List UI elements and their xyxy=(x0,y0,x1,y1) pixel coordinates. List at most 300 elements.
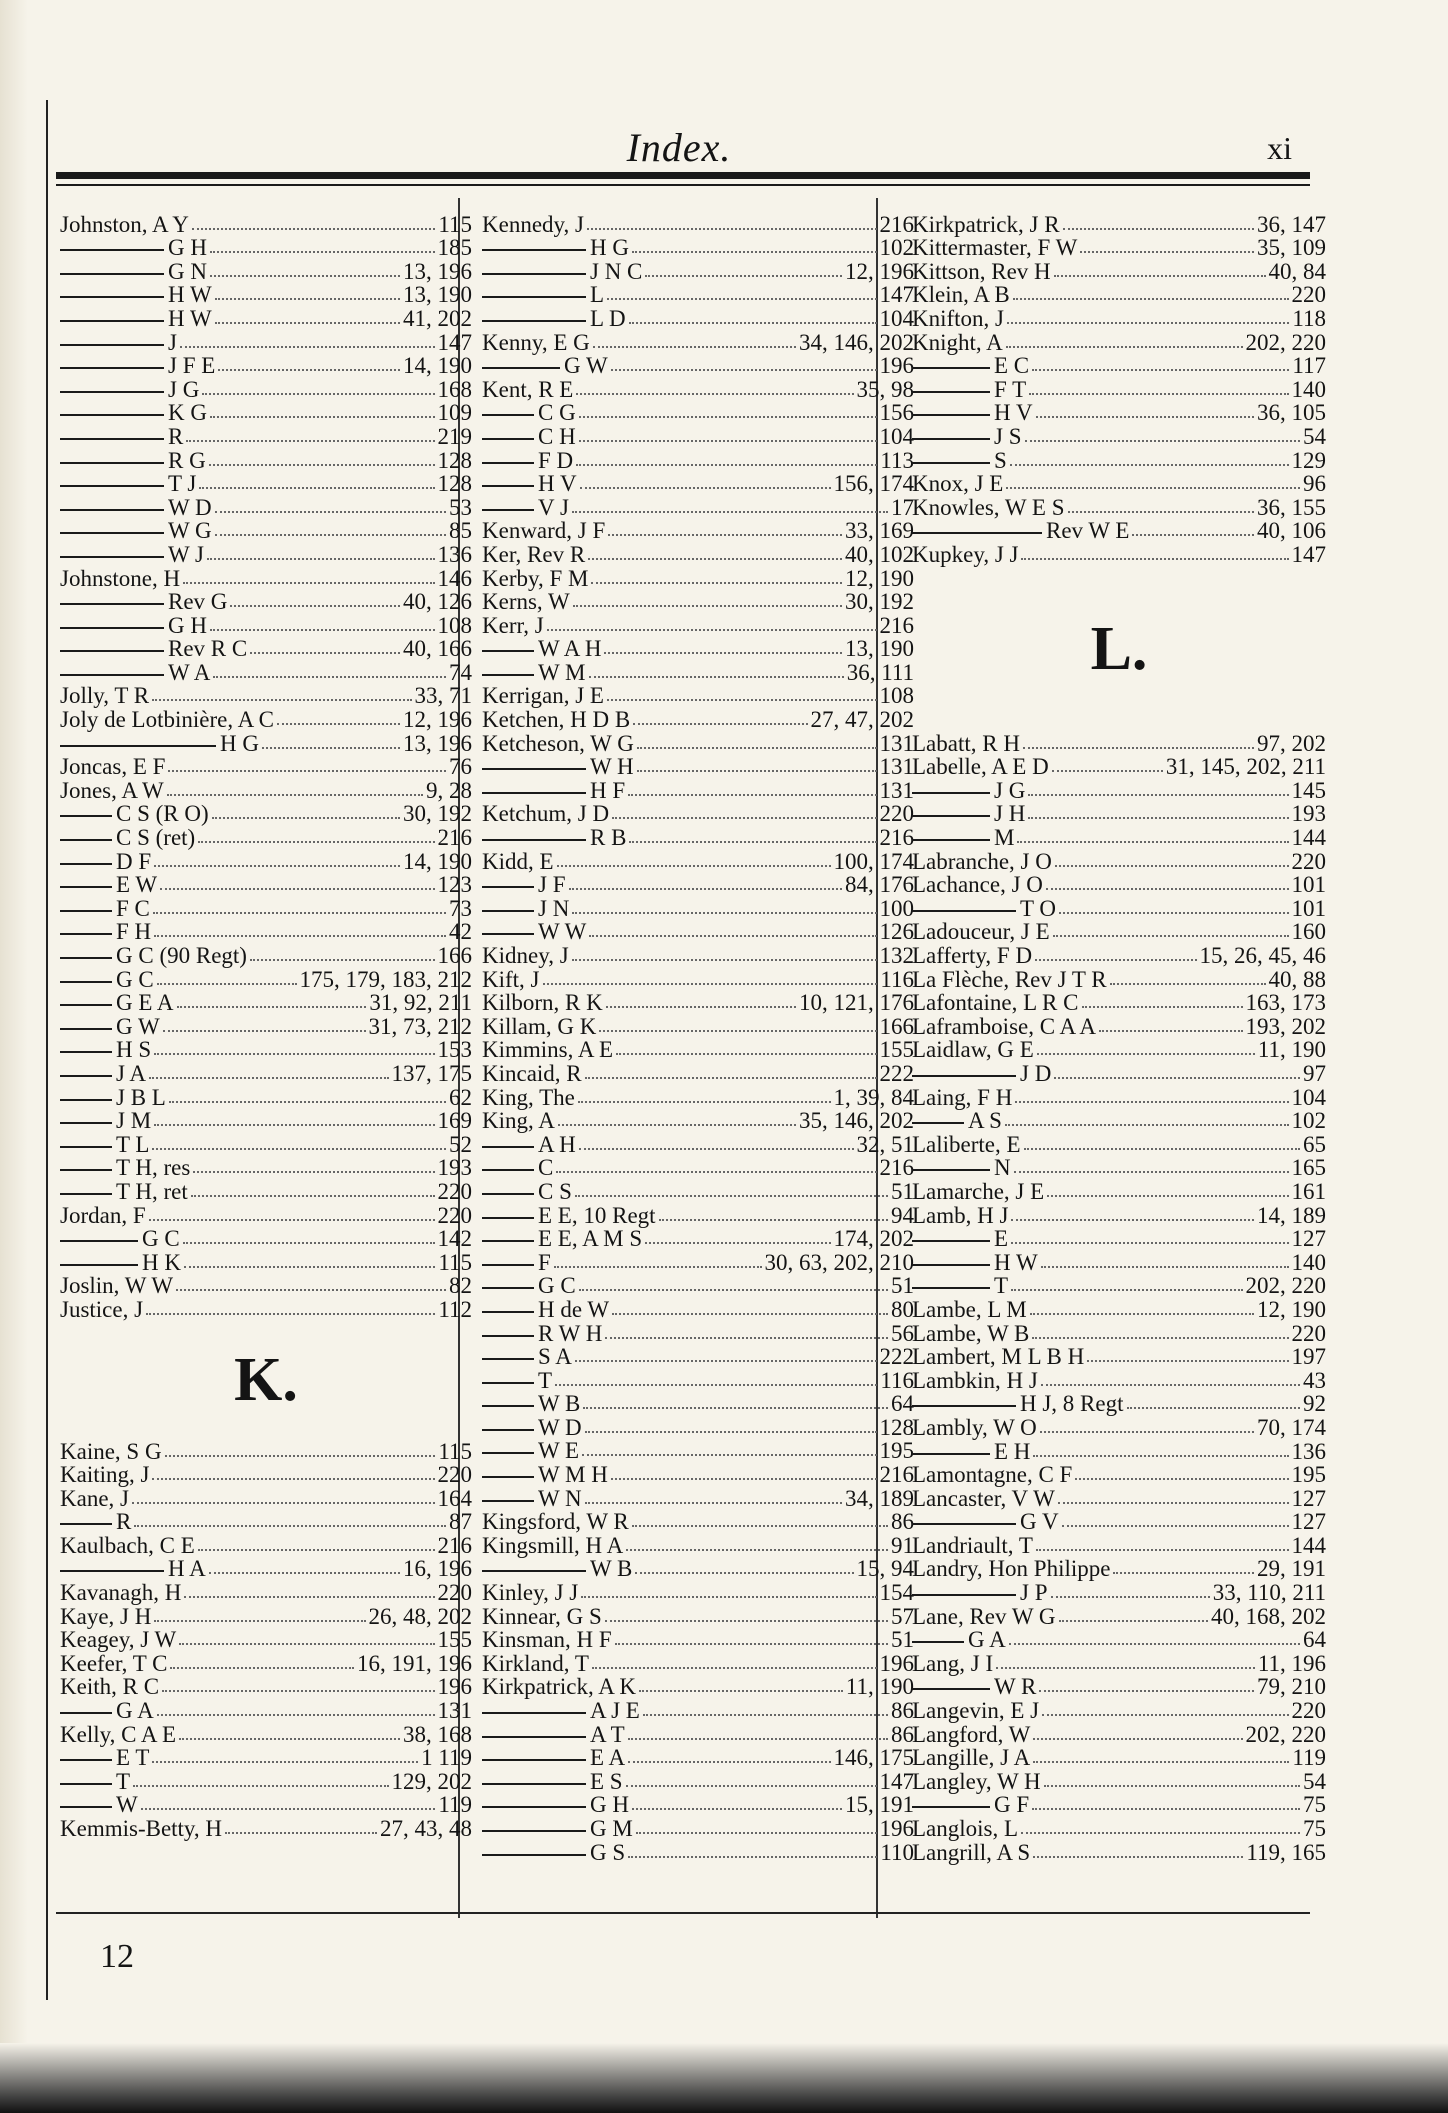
entry-name: J xyxy=(168,329,177,355)
ditto-dash xyxy=(482,1476,534,1478)
entry-pages: 15, 191 xyxy=(845,1792,914,1818)
ditto-dash xyxy=(60,414,164,416)
entry-name: Lang, J I xyxy=(912,1650,994,1676)
dot-leader xyxy=(639,1690,843,1692)
dot-leader xyxy=(154,865,400,867)
entry-pages: 57 xyxy=(891,1603,914,1629)
dot-leader xyxy=(592,1667,877,1669)
dot-leader xyxy=(1033,1455,1288,1457)
index-entry xyxy=(912,259,1326,283)
entry-pages: 30, 192 xyxy=(845,589,914,615)
entry-pages: 163, 173 xyxy=(1245,990,1326,1016)
dot-leader xyxy=(186,440,434,442)
index-entry xyxy=(60,448,472,472)
ditto-dash xyxy=(60,957,112,959)
dot-leader xyxy=(626,1549,888,1551)
entry-name: La Flèche, Rev J T R xyxy=(912,966,1107,992)
entry-name: J H xyxy=(994,801,1026,827)
entry-pages: 75 xyxy=(1303,1816,1326,1841)
entry-pages: 13, 190 xyxy=(403,282,472,308)
dot-leader xyxy=(1055,865,1289,867)
entry-name: J F xyxy=(538,872,566,898)
entry-name: Labatt, R H xyxy=(912,730,1020,756)
dot-leader xyxy=(1051,1596,1210,1598)
index-column-1 xyxy=(60,212,472,1840)
dot-leader xyxy=(168,770,446,772)
dot-leader xyxy=(183,1242,435,1244)
index-entry xyxy=(60,1557,472,1581)
entry-pages: 10, 121, 176 xyxy=(799,990,914,1016)
index-entry xyxy=(912,1651,1326,1675)
entry-pages: 112 xyxy=(438,1296,472,1322)
entry-pages: 73 xyxy=(449,895,472,921)
dot-leader xyxy=(626,1785,877,1787)
index-entry xyxy=(60,1109,472,1133)
entry-name: T O xyxy=(1020,895,1056,921)
entry-pages: 11, 190 xyxy=(1257,1037,1326,1063)
entry-name: Kinnear, G S xyxy=(482,1603,602,1629)
index-entry xyxy=(60,1486,472,1510)
ditto-dash xyxy=(482,1783,586,1785)
entry-pages: 12, 196 xyxy=(845,258,914,284)
entry-pages: 70, 174 xyxy=(1257,1414,1326,1440)
index-entry xyxy=(482,1698,914,1722)
index-entry xyxy=(912,991,1326,1015)
entry-name: Knowles, W E S xyxy=(912,494,1065,520)
dot-leader xyxy=(1037,1053,1255,1055)
index-entry xyxy=(60,778,472,802)
index-entry xyxy=(60,1793,472,1817)
entry-pages: 40, 168, 202 xyxy=(1211,1603,1326,1629)
entry-pages: 14, 189 xyxy=(1257,1202,1326,1228)
entry-pages: 12, 190 xyxy=(1257,1296,1326,1322)
index-entry xyxy=(912,778,1326,802)
entry-pages: 146, 175 xyxy=(833,1745,914,1771)
index-entry xyxy=(60,1203,472,1227)
dot-leader xyxy=(581,1596,876,1598)
ditto-dash xyxy=(60,1240,138,1242)
index-entry xyxy=(482,873,914,897)
entry-pages: 145 xyxy=(1291,777,1326,803)
entry-pages: 140 xyxy=(1291,376,1326,402)
ditto-dash xyxy=(912,532,1042,534)
dot-leader xyxy=(557,865,831,867)
dot-leader xyxy=(611,1478,877,1480)
entry-pages: 196 xyxy=(879,1815,914,1841)
entry-name: H W xyxy=(168,305,212,331)
entry-name: Lamontagne, C F xyxy=(912,1462,1073,1488)
entry-name: Lane, Rev W G xyxy=(912,1603,1056,1629)
index-entry xyxy=(912,1510,1326,1534)
ditto-dash xyxy=(912,1287,990,1289)
index-entry xyxy=(60,1816,472,1840)
entry-name: Lambe, W B xyxy=(912,1320,1030,1346)
entry-pages: 35, 109 xyxy=(1257,235,1326,261)
index-entry xyxy=(912,1250,1326,1274)
entry-name: Kerr, J xyxy=(482,612,544,638)
dot-leader xyxy=(170,1667,354,1669)
index-entry xyxy=(60,755,472,779)
dot-leader xyxy=(277,723,400,725)
entry-pages: 82 xyxy=(449,1273,472,1299)
entry-pages: 156, 174 xyxy=(833,471,914,497)
dot-leader xyxy=(1036,1549,1289,1551)
index-entry xyxy=(912,1132,1326,1156)
entry-name: W D xyxy=(168,494,212,520)
ditto-dash xyxy=(482,249,586,251)
entry-pages: 33, 71 xyxy=(414,683,472,709)
index-entry xyxy=(60,731,472,755)
ditto-dash xyxy=(60,249,164,251)
entry-pages: 127 xyxy=(1291,1509,1326,1535)
dot-leader xyxy=(262,747,400,749)
ditto-dash xyxy=(60,1264,138,1266)
entry-name: Kent, R E xyxy=(482,376,574,402)
entry-name: Laliberte, E xyxy=(912,1131,1021,1157)
dot-leader xyxy=(585,1431,877,1433)
index-entry xyxy=(482,660,914,684)
dot-leader xyxy=(152,1761,418,1763)
index-entry xyxy=(482,542,914,566)
entry-name: F xyxy=(538,1249,551,1275)
entry-pages: 197 xyxy=(1291,1344,1326,1370)
dot-leader xyxy=(1039,1690,1254,1692)
entry-pages: 51 xyxy=(891,1273,914,1299)
index-entry xyxy=(912,1392,1326,1416)
index-entry xyxy=(912,306,1326,330)
entry-pages: 216 xyxy=(437,1532,472,1558)
ditto-dash xyxy=(912,1264,990,1266)
dot-leader xyxy=(184,1266,435,1268)
entry-name: Kittson, Rev H xyxy=(912,258,1051,284)
index-entry xyxy=(482,1085,914,1109)
ditto-dash xyxy=(60,1146,112,1148)
dot-leader xyxy=(1044,1785,1300,1787)
index-entry xyxy=(912,755,1326,779)
dot-leader xyxy=(1023,747,1254,749)
index-entry xyxy=(912,943,1326,967)
index-entry xyxy=(60,896,472,920)
dot-leader xyxy=(1028,794,1288,796)
dot-leader xyxy=(218,369,400,371)
ditto-dash xyxy=(482,839,586,841)
index-entry xyxy=(60,1085,472,1109)
dot-leader xyxy=(554,1266,762,1268)
entry-name: Ketchum, J D xyxy=(482,801,610,827)
dot-leader xyxy=(153,912,446,914)
entry-pages: 116 xyxy=(880,1367,914,1393)
dot-leader xyxy=(558,1124,796,1126)
dot-leader xyxy=(1075,1478,1288,1480)
ditto-dash xyxy=(482,1311,534,1313)
entry-name: T xyxy=(538,1367,553,1393)
index-entry xyxy=(912,1321,1326,1345)
ditto-dash xyxy=(60,391,164,393)
dot-leader xyxy=(1058,1502,1289,1504)
ditto-dash xyxy=(482,1240,534,1242)
ditto-dash xyxy=(60,367,164,369)
entry-name: Lamb, H J xyxy=(912,1202,1009,1228)
entry-pages: 35, 98 xyxy=(856,376,914,402)
entry-pages: 94 xyxy=(891,1202,914,1228)
index-entry xyxy=(60,1274,472,1298)
entry-pages: 11, 190 xyxy=(845,1674,914,1700)
dot-leader xyxy=(589,935,876,937)
index-entry xyxy=(912,967,1326,991)
dot-leader xyxy=(996,1667,1255,1669)
ditto-dash xyxy=(482,1217,534,1219)
ditto-dash xyxy=(60,886,112,888)
entry-name: Killam, G K xyxy=(482,1013,597,1039)
entry-pages: 87 xyxy=(449,1509,472,1535)
entry-name: G A xyxy=(968,1627,1006,1653)
dot-leader xyxy=(179,1738,400,1740)
entry-name: E A xyxy=(590,1745,626,1771)
ditto-dash xyxy=(60,485,164,487)
dot-leader xyxy=(1046,888,1289,890)
index-entry xyxy=(482,1227,914,1251)
entry-name: W B xyxy=(538,1391,581,1417)
entry-pages: 86 xyxy=(891,1509,914,1535)
entry-pages: 146 xyxy=(437,565,472,591)
dot-leader xyxy=(611,369,877,371)
entry-pages: 185 xyxy=(437,235,472,261)
index-entry xyxy=(482,472,914,496)
entry-name: Kenward, J F xyxy=(482,518,606,544)
entry-pages: 32, 51 xyxy=(856,1131,914,1157)
ditto-dash xyxy=(482,650,534,652)
ditto-dash xyxy=(60,603,164,605)
index-entry xyxy=(482,1132,914,1156)
dot-leader xyxy=(1059,1620,1208,1622)
dot-leader xyxy=(591,582,842,584)
entry-name: C S xyxy=(538,1178,572,1204)
entry-name: Kirkpatrick, J R xyxy=(912,211,1060,237)
entry-name: J N C xyxy=(590,258,643,284)
dot-leader xyxy=(572,959,877,961)
entry-pages: 119, 165 xyxy=(1246,1839,1326,1865)
dot-leader xyxy=(632,1525,888,1527)
dot-leader xyxy=(215,298,400,300)
entry-name: H V xyxy=(994,400,1033,426)
dot-leader xyxy=(605,1620,888,1622)
dot-leader xyxy=(1032,1808,1300,1810)
entry-name: H V xyxy=(538,471,577,497)
index-entry xyxy=(482,684,914,708)
entry-name: Kinley, J J xyxy=(482,1580,579,1606)
index-entry xyxy=(912,1557,1326,1581)
entry-name: E H xyxy=(994,1438,1031,1464)
entry-pages: 216 xyxy=(879,1462,914,1488)
dot-leader xyxy=(215,534,446,536)
entry-pages: 220 xyxy=(1291,1698,1326,1724)
entry-pages: 64 xyxy=(1303,1627,1326,1653)
dot-leader xyxy=(212,817,400,819)
dot-leader xyxy=(133,1785,388,1787)
entry-name: H de W xyxy=(538,1296,610,1322)
entry-name: Laing, F H xyxy=(912,1084,1013,1110)
ditto-dash xyxy=(60,910,112,912)
entry-pages: 220 xyxy=(437,1462,472,1488)
entry-pages: 126 xyxy=(879,919,914,945)
dot-leader xyxy=(1014,1171,1289,1173)
entry-name: Kidd, E xyxy=(482,848,554,874)
entry-pages: 36, 155 xyxy=(1257,494,1326,520)
entry-pages: 123 xyxy=(437,872,472,898)
entry-name: Kift, J xyxy=(482,966,540,992)
index-entry xyxy=(60,590,472,614)
entry-pages: 96 xyxy=(1303,471,1326,497)
ditto-dash xyxy=(482,1405,534,1407)
dot-leader xyxy=(589,676,844,678)
ditto-dash xyxy=(60,1122,112,1124)
index-entry xyxy=(482,896,914,920)
dot-leader xyxy=(556,1171,876,1173)
dot-leader xyxy=(1052,770,1163,772)
entry-name: J G xyxy=(168,376,200,402)
entry-pages: 164 xyxy=(437,1485,472,1511)
dot-leader xyxy=(628,1856,877,1858)
index-entry xyxy=(60,1250,472,1274)
dot-leader xyxy=(576,464,877,466)
entry-name: T H, res xyxy=(116,1155,191,1181)
page-title: Index. xyxy=(626,125,732,170)
index-entry xyxy=(482,1557,914,1581)
header-rule-thin xyxy=(56,184,1310,186)
page-number: xi xyxy=(1267,130,1292,166)
index-entry xyxy=(60,330,472,354)
entry-name: R W H xyxy=(538,1320,603,1346)
dot-leader xyxy=(1021,558,1288,560)
ditto-dash xyxy=(482,438,534,440)
index-entry xyxy=(60,1604,472,1628)
dot-leader xyxy=(615,1643,888,1645)
entry-pages: 92 xyxy=(1303,1391,1326,1417)
entry-pages: 196 xyxy=(437,1674,472,1700)
index-entry xyxy=(912,1109,1326,1133)
entry-name: Landriault, T xyxy=(912,1532,1033,1558)
index-entry xyxy=(912,1722,1326,1746)
dot-leader xyxy=(1082,1006,1243,1008)
entry-pages: 42 xyxy=(449,919,472,945)
dot-leader xyxy=(1041,1384,1300,1386)
dot-leader xyxy=(579,440,877,442)
entry-pages: 140 xyxy=(1291,1249,1326,1275)
entry-name: Kavanagh, H xyxy=(60,1580,182,1606)
index-entry xyxy=(60,424,472,448)
dot-leader xyxy=(599,1030,876,1032)
index-entry xyxy=(912,1203,1326,1227)
entry-pages: 147 xyxy=(437,329,472,355)
entry-name: Kupkey, J J xyxy=(912,541,1019,567)
index-entry xyxy=(912,377,1326,401)
index-entry xyxy=(60,802,472,826)
entry-pages: 30, 63, 202, 210 xyxy=(764,1249,914,1275)
entry-pages: 40, 88 xyxy=(1268,966,1326,992)
index-entry xyxy=(912,1698,1326,1722)
entry-name: G N xyxy=(168,258,207,284)
entry-name: C S (ret) xyxy=(116,825,196,851)
dot-leader xyxy=(572,912,876,914)
entry-pages: 104 xyxy=(879,423,914,449)
ditto-dash xyxy=(482,1570,586,1572)
entry-name: G C xyxy=(116,966,154,992)
index-entry xyxy=(482,259,914,283)
entry-name: Kelly, C A E xyxy=(60,1721,177,1747)
ditto-dash xyxy=(482,1759,586,1761)
entry-pages: 31, 73, 212 xyxy=(368,1013,472,1039)
entry-pages: 14, 190 xyxy=(403,353,472,379)
entry-pages: 26, 48, 202 xyxy=(368,1603,472,1629)
ditto-dash xyxy=(482,933,534,935)
entry-name: H J, 8 Regt xyxy=(1020,1391,1124,1417)
ditto-dash xyxy=(912,1688,990,1690)
ditto-dash xyxy=(482,1264,534,1266)
index-entry xyxy=(482,920,914,944)
entry-name: W J xyxy=(168,541,204,567)
entry-pages: 202, 220 xyxy=(1245,329,1326,355)
dot-leader xyxy=(192,228,435,230)
dot-leader xyxy=(573,605,842,607)
entry-pages: 79, 210 xyxy=(1257,1674,1326,1700)
dot-leader xyxy=(605,1337,888,1339)
entry-name: Ker, Rev R xyxy=(482,541,586,567)
index-entry xyxy=(912,401,1326,425)
ditto-dash xyxy=(60,273,164,275)
entry-pages: 36, 105 xyxy=(1257,400,1326,426)
entry-pages: 136 xyxy=(1291,1438,1326,1464)
entry-name: Kittermaster, F W xyxy=(912,235,1078,261)
index-entry xyxy=(60,920,472,944)
index-entry xyxy=(482,1533,914,1557)
entry-pages: 220 xyxy=(437,1178,472,1204)
ditto-dash xyxy=(912,815,990,817)
index-entry xyxy=(482,613,914,637)
entry-pages: 54 xyxy=(1303,1768,1326,1794)
index-entry xyxy=(60,1297,472,1321)
index-page xyxy=(46,100,1326,2000)
entry-pages: 102 xyxy=(1291,1108,1326,1134)
entry-pages: 168 xyxy=(437,376,472,402)
dot-leader xyxy=(183,582,434,584)
entry-name: G V xyxy=(1020,1509,1059,1535)
ditto-dash xyxy=(482,1500,534,1502)
ditto-dash xyxy=(482,768,586,770)
index-entry xyxy=(912,495,1326,519)
dot-leader xyxy=(209,464,435,466)
dot-leader xyxy=(1032,1337,1288,1339)
index-entry xyxy=(912,1769,1326,1793)
entry-pages: 127 xyxy=(1291,1226,1326,1252)
dot-leader xyxy=(1029,393,1288,395)
entry-name: A J E xyxy=(590,1698,640,1723)
dot-leader xyxy=(607,699,877,701)
dot-leader xyxy=(152,699,411,701)
ditto-dash xyxy=(482,1806,586,1808)
index-entry xyxy=(912,920,1326,944)
entry-pages: 101 xyxy=(1291,895,1326,921)
dot-leader xyxy=(1110,983,1266,985)
entry-pages: 13, 196 xyxy=(403,730,472,756)
index-column-2 xyxy=(482,212,914,1864)
entry-name: Kilborn, R K xyxy=(482,990,603,1016)
entry-name: L D xyxy=(590,305,626,331)
ditto-dash xyxy=(912,792,990,794)
index-entry xyxy=(60,1698,472,1722)
dot-leader xyxy=(579,1148,854,1150)
dot-leader xyxy=(1006,487,1300,489)
entry-pages: 174, 202 xyxy=(833,1226,914,1252)
